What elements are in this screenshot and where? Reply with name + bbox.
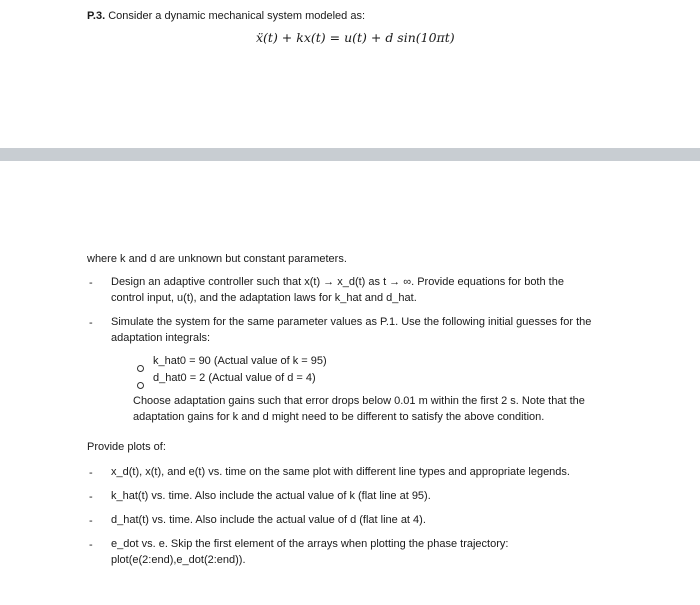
bullet-dash: - xyxy=(89,515,93,527)
task-design-line1: Design an adaptive controller such that x(t) → x_d(t) as t → ∞. Provide equations for both the xyxy=(111,276,564,288)
initial-guess-k: k_hat0 = 90 (Actual value of k = 95) xyxy=(153,355,327,367)
task-simulate-line2: adaptation integrals: xyxy=(111,332,211,344)
system-equation: ẍ(t) + kx(t) = u(t) + d sin(10πt) xyxy=(256,30,455,45)
problem-intro: Consider a dynamic mechanical system modeled as: xyxy=(108,10,365,22)
bullet-dash: - xyxy=(89,491,93,503)
gain-note-line2: adaptation gains for k and d might need to be different to satisfy the above condition. xyxy=(133,411,545,423)
bullet-dash: - xyxy=(89,467,93,479)
task-design-line2: control input, u(t), and the adaptation laws for k_hat and d_hat. xyxy=(111,292,417,304)
problem-header xyxy=(87,8,365,24)
initial-guess-d: d_hat0 = 2 (Actual value of d = 4) xyxy=(153,372,316,384)
circle-bullet-icon xyxy=(137,376,144,394)
bullet-dash: - xyxy=(89,539,93,551)
unknowns-sentence: where k and d are unknown but constant parameters. xyxy=(87,253,347,265)
bullet-dash: - xyxy=(89,317,93,329)
gain-note-line1: Choose adaptation gains such that error drops below 0.01 m within the first 2 s. Note that the xyxy=(133,395,585,407)
task-simulate-line1: Simulate the system for the same parameter values as P.1. Use the following initial guesses for the xyxy=(111,316,592,328)
separator-band xyxy=(0,148,700,161)
bullet-dash: - xyxy=(89,277,93,289)
circle-bullet-icon xyxy=(137,359,144,377)
plot-item-k-hat: k_hat(t) vs. time. Also include the actual value of k (flat line at 95). xyxy=(111,490,431,502)
plot-item-tracking: x_d(t), x(t), and e(t) vs. time on the same plot with different line types and appropriate legends. xyxy=(111,466,570,478)
problem-label: P.3. xyxy=(87,10,106,22)
plot-item-d-hat: d_hat(t) vs. time. Also include the actual value of d (flat line at 4). xyxy=(111,514,426,526)
plot-item-phase-line1: e_dot vs. e. Skip the first element of the arrays when plotting the phase trajectory: xyxy=(111,538,509,550)
plot-item-phase-line2: plot(e(2:end),e_dot(2:end)). xyxy=(111,554,246,566)
plots-heading: Provide plots of: xyxy=(87,441,166,453)
